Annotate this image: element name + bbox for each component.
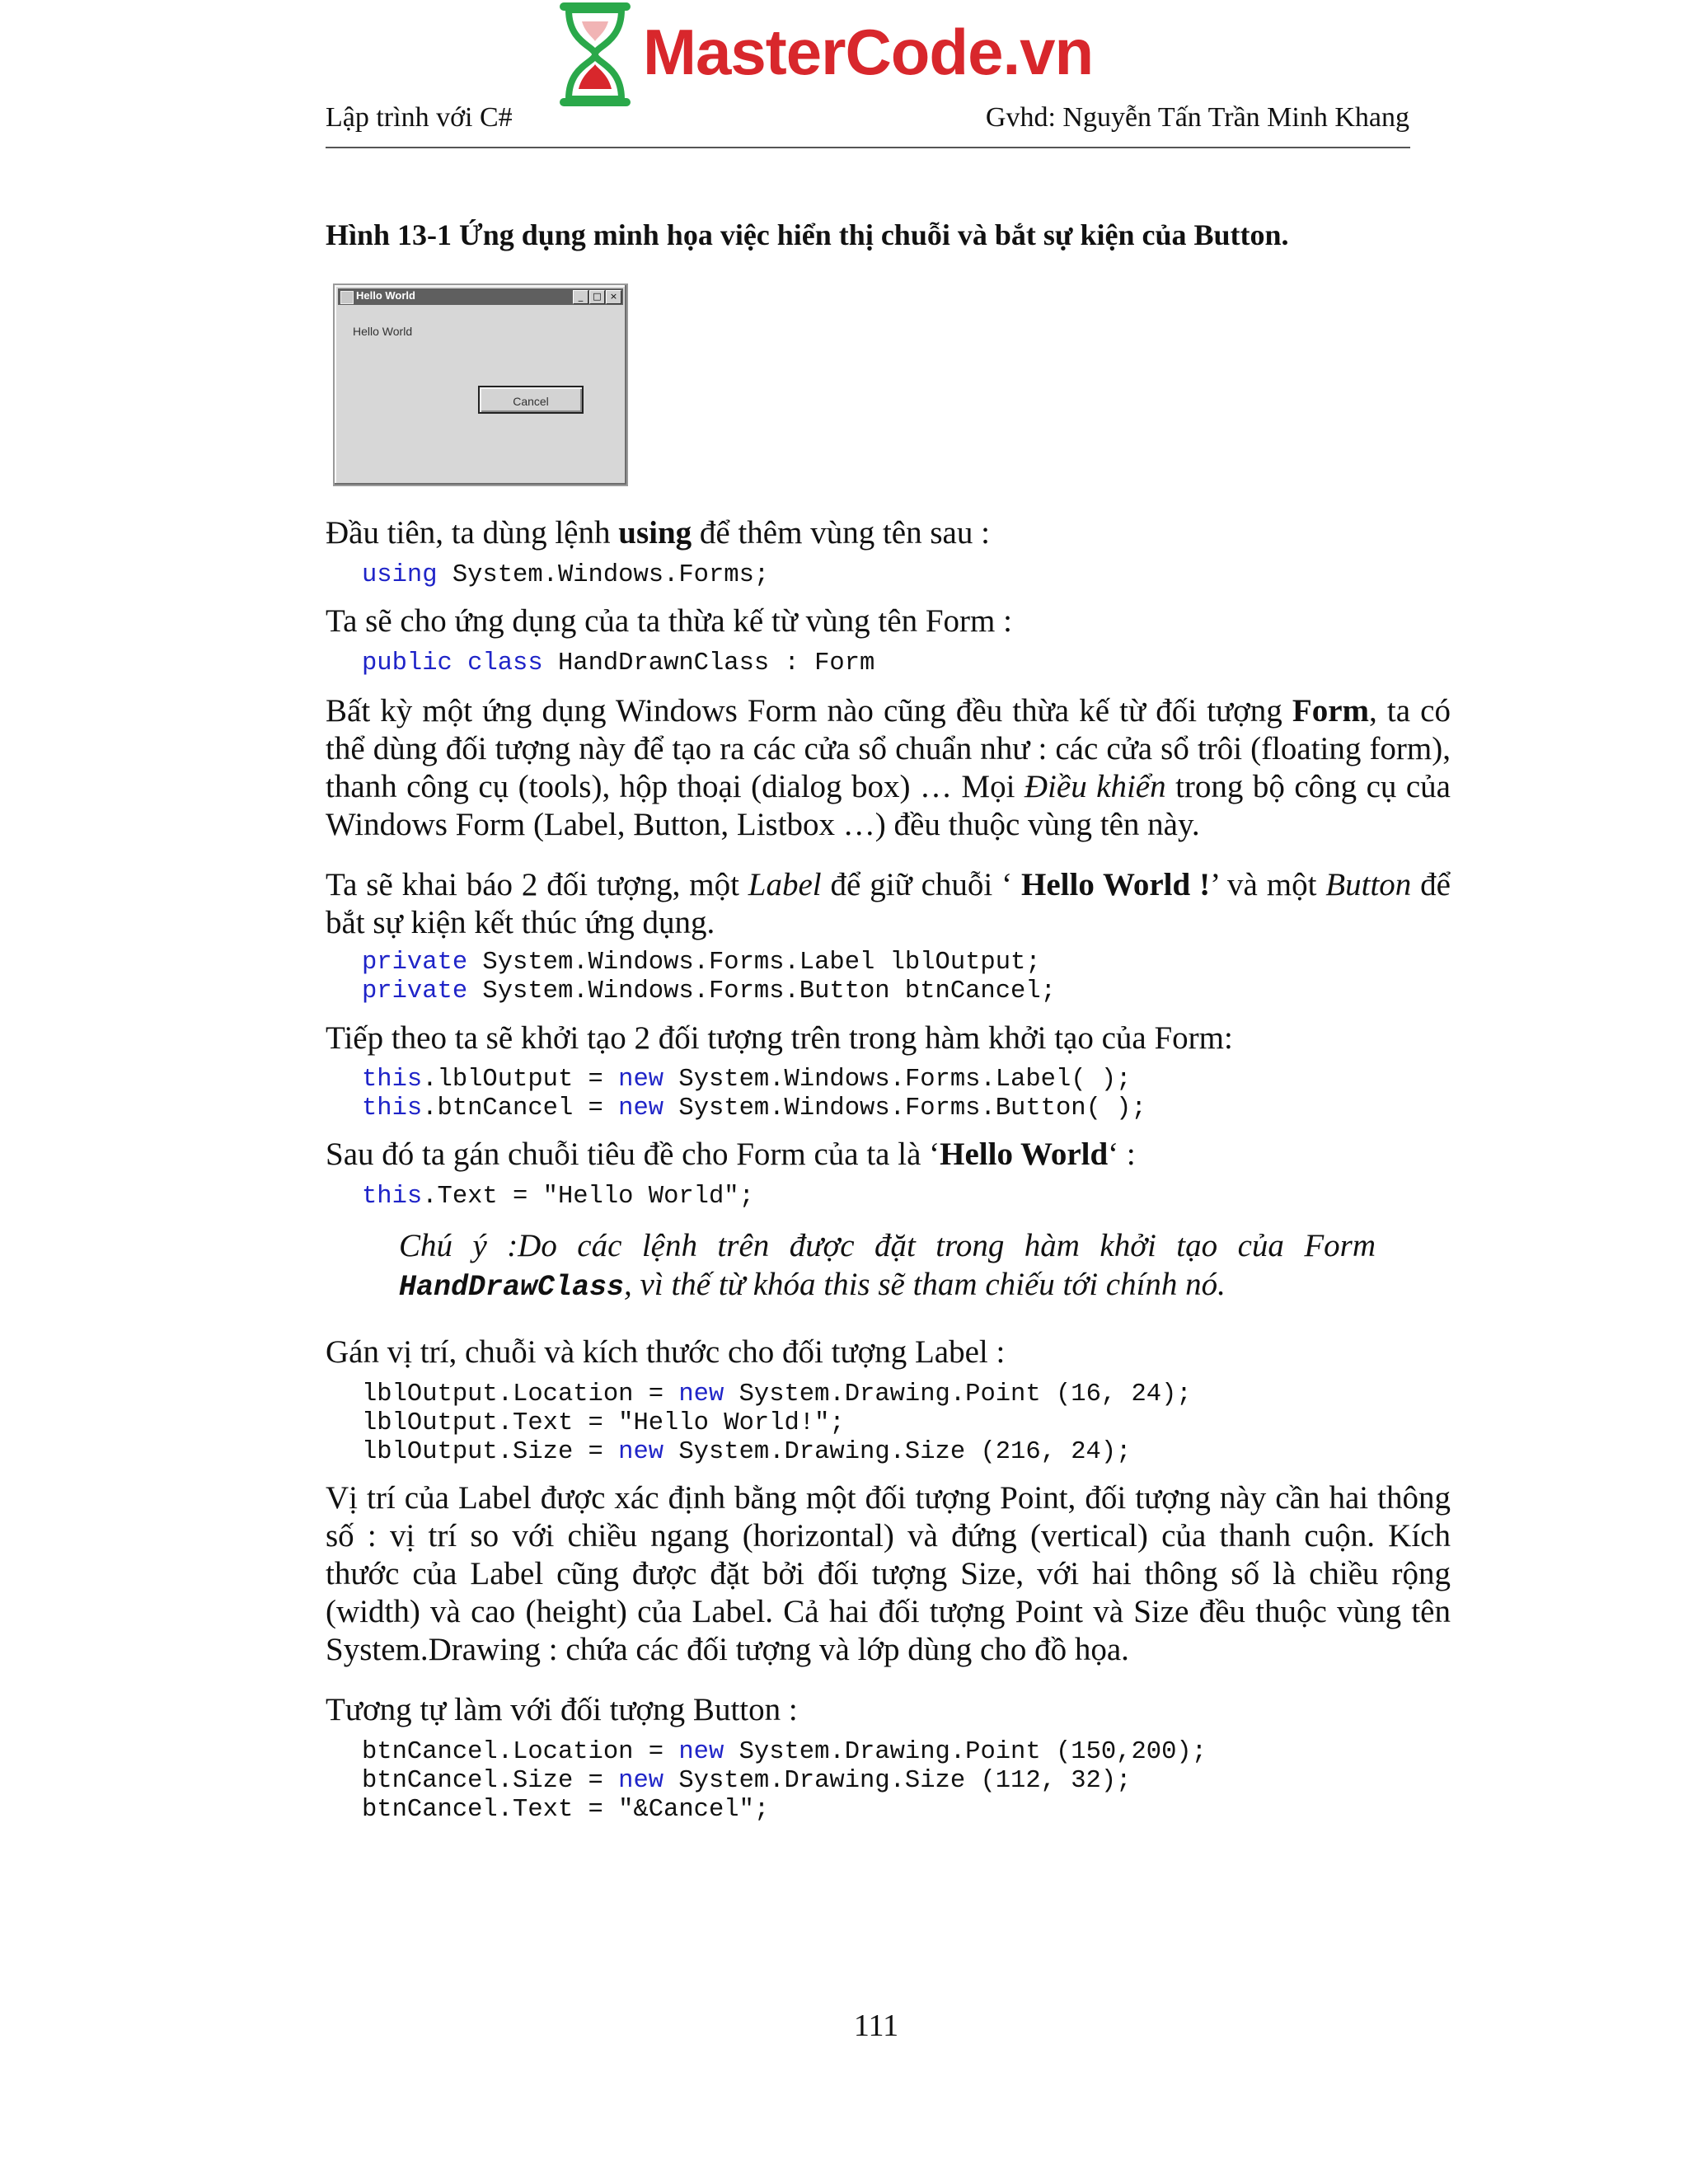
close-icon: ×: [606, 290, 621, 304]
code-constructor-init: this.lblOutput = new System.Windows.Forms.Label( ); this.btnCancel = new System.Windows.Forms.Button( );: [362, 1066, 1146, 1122]
code-field-declarations: private System.Windows.Forms.Label lblOutput; private System.Windows.Forms.Button btnCancel;: [362, 949, 1056, 1005]
window-app-icon: [340, 291, 354, 304]
paragraph-set-title: Sau đó ta gán chuỗi tiêu đề cho Form của ta là ‘Hello World‘ :: [326, 1137, 1136, 1172]
paragraph-button-props: Tương tự làm với đối tượng Button :: [326, 1692, 798, 1727]
header-instructor: Gvhd: Nguyễn Tấn Trần Minh Khang: [985, 102, 1409, 133]
hourglass-logo-icon: [557, 2, 633, 107]
paragraph-initialize: Tiếp theo ta sẽ khởi tạo 2 đối tượng trên trong hàm khởi tạo của Form:: [326, 1020, 1233, 1056]
minimize-icon: _: [573, 290, 588, 304]
figure-caption: Hình 13-1 Ứng dụng minh họa việc hiển thị chuỗi và bắt sự kiện của Button.: [326, 218, 1289, 251]
window-title-bar: [338, 288, 623, 305]
window-cancel-button: Cancel: [478, 386, 584, 414]
code-label-properties: lblOutput.Location = new System.Drawing.Point (16, 24); lblOutput.Text = "Hello World!"; lblOutput.Size = new System.Drawing.Size (216, 24);: [362, 1380, 1192, 1466]
paragraph-declare-objects: Ta sẽ khai báo 2 đối tượng, một Label để giữ chuỗi ‘ Hello World !’ và một Button để bắt sự kiện kết thúc ứng dụng.: [326, 867, 1451, 940]
header-course-title: Lập trình với C#: [326, 102, 513, 133]
paragraph-label-props: Gán vị trí, chuỗi và kích thước cho đối tượng Label :: [326, 1334, 1006, 1370]
window-label-output: Hello World: [353, 325, 413, 338]
logo-text: MasterCode.vn: [643, 16, 1094, 88]
maximize-icon: □: [589, 290, 605, 304]
code-set-text: this.Text = "Hello World";: [362, 1183, 754, 1211]
code-class-declaration: public class HandDrawnClass : Form: [362, 649, 875, 677]
header-divider: [326, 147, 1410, 148]
paragraph-windows-form: Bất kỳ một ứng dụng Windows Form nào cũng đều thừa kế từ đối tượng Form, ta có thể dùng đối tượng này để tạo ra các cửa sổ chuẩn như : các cửa sổ trôi (floating form), thanh công cụ (tools), hộp thoại (dialog box) … Mọi Điều khiển trong bộ công cụ của Windows Form (Label, Button, Listbox …) đều thuộc vùng tên này.: [326, 693, 1451, 842]
page-number: 111: [853, 2008, 899, 2043]
hello-world-window-figure: [333, 284, 628, 486]
window-title-text: Hello World: [356, 289, 415, 302]
code-button-properties: btnCancel.Location = new System.Drawing.Point (150,200); btnCancel.Size = new System.Drawing.Size (112, 32); btnCancel.Text = "&Cancel";: [362, 1738, 1207, 1824]
logo: [557, 0, 1101, 110]
note-this-keyword: Chú ý :Do các lệnh trên được đặt trong hàm khởi tạo của Form HandDrawClass, vì thế từ khóa this sẽ tham chiếu tới chính nó.: [399, 1228, 1376, 1304]
window-controls: [573, 290, 621, 303]
paragraph-inherit: Ta sẽ cho ứng dụng của ta thừa kế từ vùng tên Form :: [326, 603, 1012, 639]
code-using: using System.Windows.Forms;: [362, 561, 770, 589]
paragraph-using: Đầu tiên, ta dùng lệnh using để thêm vùng tên sau :: [326, 515, 990, 551]
paragraph-point-size: Vị trí của Label được xác định bằng một đối tượng Point, đối tượng này cần hai thông số : vị trí so với chiều ngang (horizontal) và đứng (vertical) của thanh cuộn. Kích thước của Label cũng được đặt bởi đối tượng Size, với hai thông số là chiều rộng (width) và cao (height) của Label. Cả hai đối tượng Point và Size đều thuộc vùng tên System.Drawing : chứa các đối tượng và lớp dùng cho đồ họa.: [326, 1480, 1451, 1667]
